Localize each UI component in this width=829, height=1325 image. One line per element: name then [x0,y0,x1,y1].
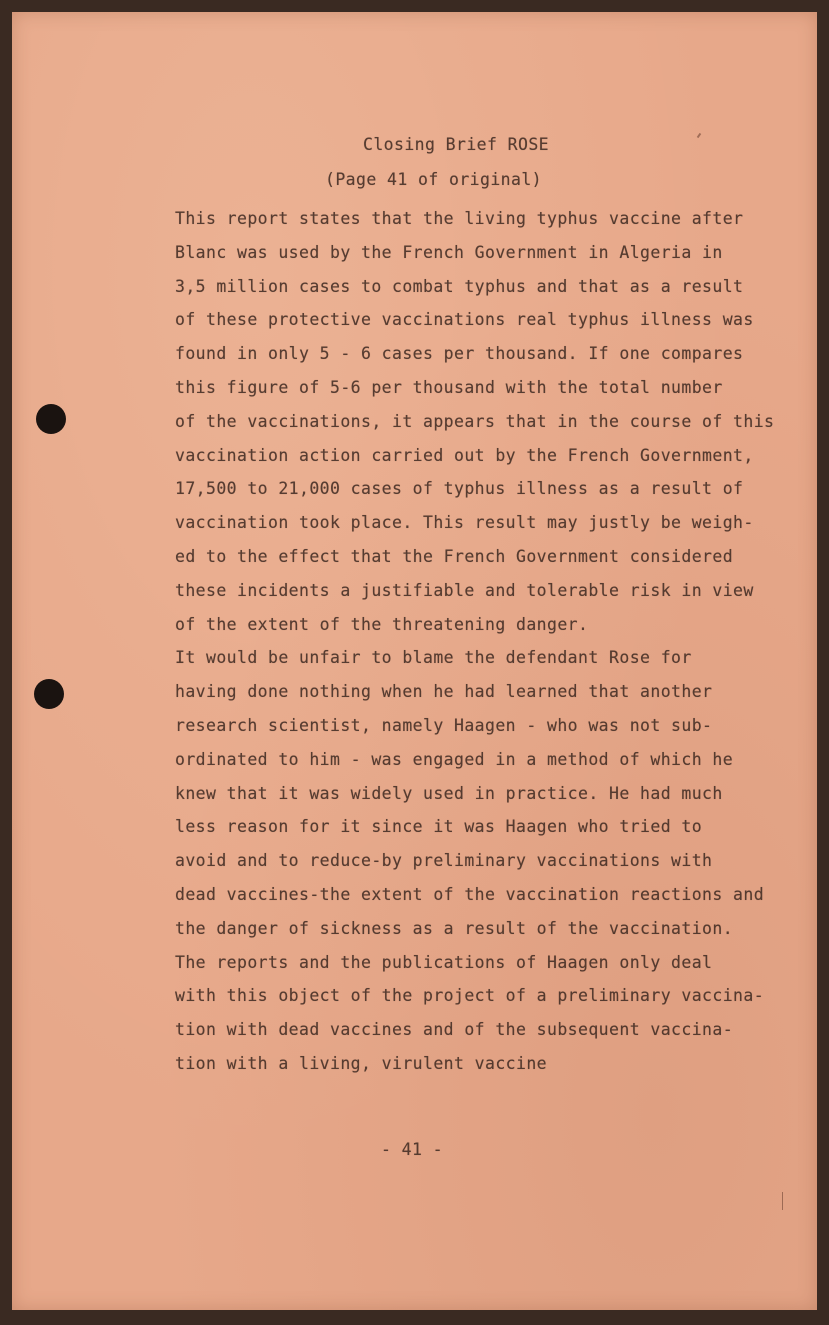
body-line: vaccination action carried out by the French Government, [175,445,754,465]
body-line: Blanc was used by the French Government in Algeria in [175,242,723,262]
body-line: The reports and the publications of Haagen only deal [175,952,713,972]
body-line: 17,500 to 21,000 cases of typhus illness as a result of [175,479,744,499]
body-line: with this object of the project of a preliminary vaccina- [175,986,765,1006]
punch-hole [34,679,64,709]
body-line: tion with a living, virulent vaccine [175,1053,548,1073]
body-line: of the vaccinations, it appears that in the course of this [175,411,775,431]
body-line: found in only 5 - 6 cases per thousand. If one compares [175,344,744,364]
body-line: 3,5 million cases to combat typhus and that as a result [175,276,744,296]
paper-blemish [782,1192,783,1210]
body-line: This report states that the living typhus vaccine after [175,209,744,228]
body-line: knew that it was widely used in practice. He had much [175,783,723,803]
body-line: of the extent of the threatening danger. [175,614,589,634]
document-body [175,202,775,1081]
body-line: of these protective vaccinations real typhus illness was [175,310,754,330]
punch-hole [36,404,66,434]
body-line: ordinated to him - was engaged in a method of which he [175,749,734,769]
body-line: vaccination took place. This result may justly be weigh- [175,513,754,533]
body-line: It would be unfair to blame the defendant Rose for [175,648,692,668]
body-line: this figure of 5-6 per thousand with the total number [175,377,723,397]
body-line: the danger of sickness as a result of the vaccination. [175,918,734,938]
paper-blemish [697,133,702,138]
page-number: - 41 - [381,1140,444,1159]
body-line: dead vaccines-the extent of the vaccination reactions and [175,884,765,904]
body-line: these incidents a justifiable and tolerable risk in view [175,580,754,600]
document-title: Closing Brief ROSE [363,135,550,154]
body-line: less reason for it since it was Haagen who tried to [175,817,703,837]
body-line: ed to the effect that the French Government considered [175,546,734,566]
body-line: research scientist, namely Haagen - who was not sub- [175,715,713,735]
body-line: tion with dead vaccines and of the subsequent vaccina- [175,1020,734,1040]
document-subtitle: (Page 41 of original) [325,170,543,189]
body-line: avoid and to reduce-by preliminary vaccinations with [175,851,713,871]
body-line: having done nothing when he had learned that another [175,682,713,702]
